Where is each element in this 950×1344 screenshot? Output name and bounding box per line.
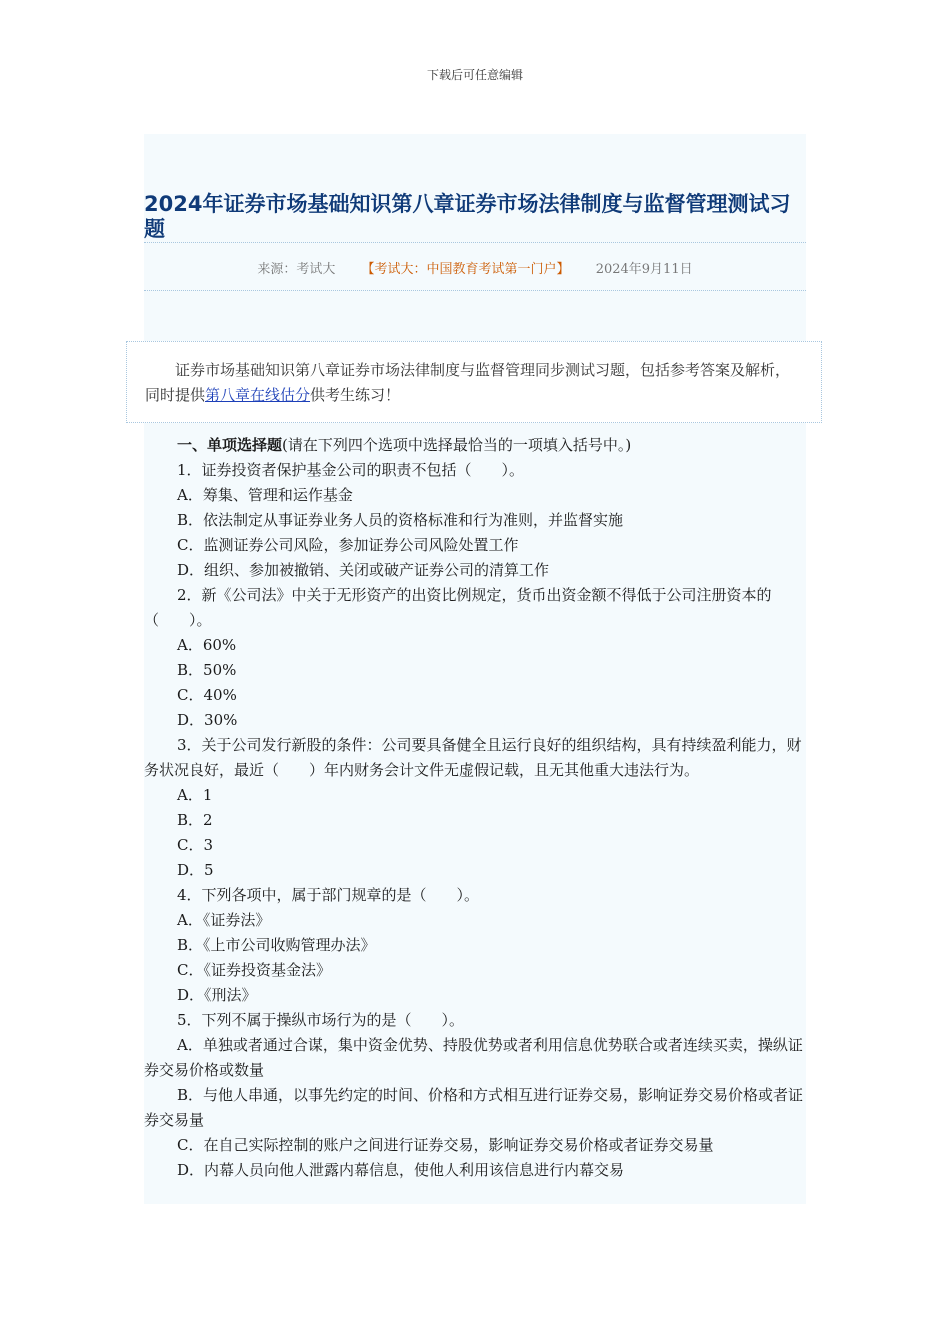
intro-box	[126, 341, 822, 423]
page-header-note: 下载后可任意编辑	[426, 68, 523, 82]
section-heading	[144, 433, 806, 458]
question-4: 4．下列各项中，属于部门规章的是（ ）。	[177, 886, 480, 904]
intro-text: 证券市场基础知识第八章证券市场法律制度与监督管理同步测试习题，包括参考答案及解析，同时提供	[145, 361, 791, 404]
option-5d: D．内幕人员向他人泄露内幕信息，使他人利用该信息进行内幕交易	[177, 1161, 625, 1179]
intro-text-end: 供考生练习！	[310, 386, 401, 404]
option-2d: D．30%	[177, 711, 238, 729]
question-2: 2．新《公司法》中关于无形资产的出资比例规定，货币出资金额不得低于公司注册资本的（ ）。	[144, 586, 772, 629]
article-source: 来源：考试大	[257, 262, 336, 277]
question-3: 3．关于公司发行新股的条件：公司要具备健全且运行良好的组织结构，具有持续盈利能力，财务状况良好，最近（ ）年内财务会计文件无虚假记载，且无其他重大违法行为。	[144, 736, 802, 779]
option-2b: B．50%	[177, 661, 237, 679]
question-1: 1．证券投资者保护基金公司的职责不包括（ ）。	[177, 461, 525, 479]
article-meta	[144, 258, 806, 277]
option-5a: A．单独或者通过合谋，集中资金优势、持股优势或者利用信息优势联合或者连续买卖，操纵证券交易价格或数量	[144, 1036, 803, 1079]
option-3c: C．3	[177, 836, 214, 854]
option-5b: B．与他人串通，以事先约定的时间、价格和方式相互进行证券交易，影响证券交易价格或者证券交易量	[144, 1086, 804, 1129]
online-assessment-link[interactable]: 第八章在线估分	[205, 386, 311, 404]
option-3b: B．2	[177, 811, 213, 829]
question-5: 5．下列不属于操纵市场行为的是（ ）。	[177, 1011, 465, 1029]
option-3d: D．5	[177, 861, 214, 879]
option-2c: C．40%	[177, 686, 237, 704]
article-title: 2024年证券市场基础知识第八章证券市场法律制度与监督管理测试习题	[144, 192, 791, 241]
meta-divider	[144, 290, 806, 291]
portal-link[interactable]: 【考试大：中国教育考试第一门户】	[361, 262, 570, 277]
option-1d: D．组织、参加被撤销、关闭或破产证券公司的清算工作	[177, 561, 550, 579]
article-date: 2024年9月11日	[595, 262, 693, 277]
section-title: 一、单项选择题	[177, 436, 283, 454]
section-instruction: (请在下列四个选项中选择最恰当的一项填入括号中。)	[282, 436, 632, 454]
option-4a: A．《证券法》	[177, 911, 271, 929]
option-4b: B．《上市公司收购管理办法》	[177, 936, 376, 954]
question-list	[144, 433, 806, 1183]
option-4d: D．《刑法》	[177, 986, 257, 1004]
option-2a: A．60%	[177, 636, 237, 654]
option-1c: C．监测证券公司风险，参加证券公司风险处置工作	[177, 536, 519, 554]
option-4c: C．《证券投资基金法》	[177, 961, 331, 979]
option-1a: A．筹集、管理和运作基金	[177, 486, 353, 504]
option-1b: B．依法制定从事证券业务人员的资格标准和行为准则，并监督实施	[177, 511, 624, 529]
option-3a: A．1	[177, 786, 213, 804]
title-divider	[144, 242, 806, 243]
option-5c: C．在自己实际控制的账户之间进行证券交易，影响证券交易价格或者证券交易量	[177, 1136, 714, 1154]
